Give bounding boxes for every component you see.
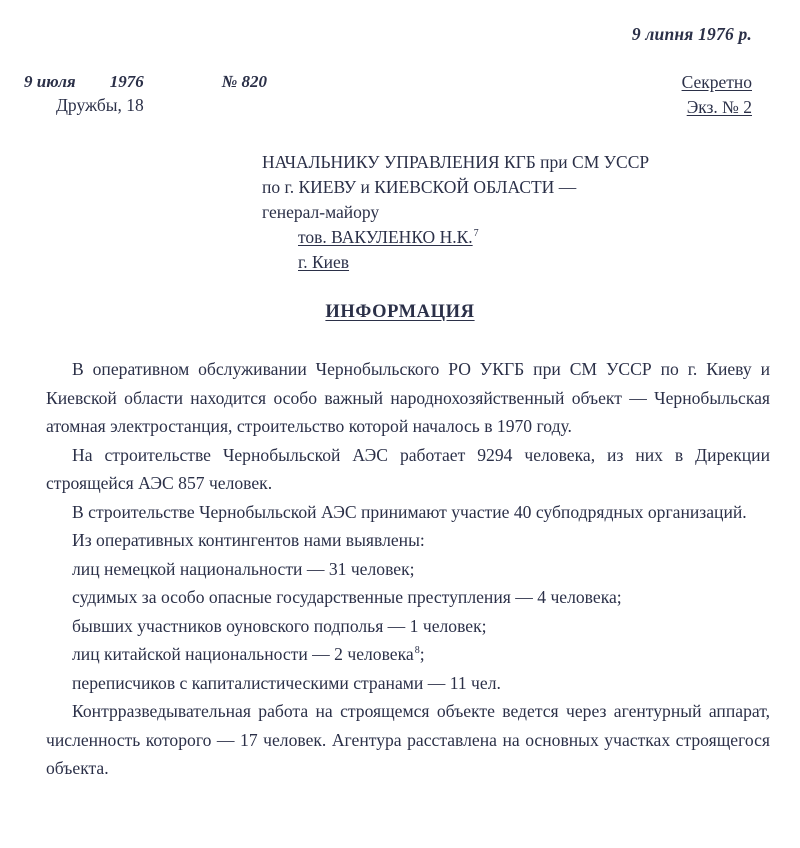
list-item-4: лиц китайской национальности — 2 человека$^8$;	[72, 644, 425, 664]
secrecy-block	[682, 72, 752, 118]
list-item-5: переписчиков с капиталистическими странами — 11 чел.	[72, 672, 501, 693]
addressee-line-2: по г. КИЕВУ и КИЕВСКОЙ ОБЛАСТИ —	[262, 177, 577, 197]
registration-year: 1976	[109, 72, 144, 91]
paragraph-closing: Контрразведывательная работа на строящемся объекте ведется через агентурный аппарат, численность которого — 17 человек. Агентура расставлена на основных участках строящегося объекта.	[46, 701, 770, 778]
list-item-3: бывших участников оуновского подполья — 1 человек;	[72, 615, 487, 636]
registration-block	[24, 72, 444, 116]
registration-address: Дружбы, 18	[56, 95, 144, 115]
addressee-city: г. Киев	[298, 252, 350, 272]
addressee-line-3: генерал-майору	[262, 202, 380, 222]
document-header	[0, 72, 800, 142]
ukrainian-date: 9 липня 1976 р.	[631, 24, 752, 44]
paragraph-2: На строительстве Чернобыльской АЭС работает 9294 человека, из них в Дирекции строящейся АЭС 857 человек.	[46, 444, 770, 493]
addressee-line-5	[298, 250, 782, 275]
paragraph-1: В оперативном обслуживании Чернобыльского РО УКГБ при СМ УССР по г. Киеву и Киевской области находится особо важный народнохозяйственный объект — Чернобыльская атомная электростанция, строительство которой началось в 1970 году.	[46, 359, 770, 436]
registration-number: № 820	[221, 72, 267, 91]
registration-date: 9 июля	[24, 72, 76, 91]
secrecy-level: Секретно	[681, 72, 752, 92]
list-item-2: судимых за особо опасные государственные преступления — 4 человека;	[72, 587, 622, 607]
copy-number: Экз. № 2	[686, 97, 752, 117]
list-intro: Из оперативных контингентов нами выявлены:	[72, 530, 425, 550]
list-item-4-text: лиц китайской национальности — 2 человека	[72, 644, 414, 664]
list-item-1: лиц немецкой национальности — 31 человек;	[72, 558, 415, 579]
page-title-text: ИНФОРМАЦИЯ	[325, 302, 475, 322]
addressee-line-1: НАЧАЛЬНИКУ УПРАВЛЕНИЯ КГБ при СМ УССР	[262, 152, 650, 172]
addressee-line-4: тов. ВАКУЛЕНКО Н.К.$^7$	[298, 227, 479, 247]
document-body	[46, 355, 770, 783]
addressee-name: тов. ВАКУЛЕНКО Н.К.	[298, 227, 473, 247]
addressee-block	[262, 150, 782, 275]
registration-line	[24, 72, 444, 92]
paragraph-3: В строительстве Чернобыльской АЭС принимают участие 40 субподрядных организаций.	[72, 501, 747, 522]
page-title	[0, 302, 800, 323]
list-item-4-tail: ;	[419, 644, 425, 664]
